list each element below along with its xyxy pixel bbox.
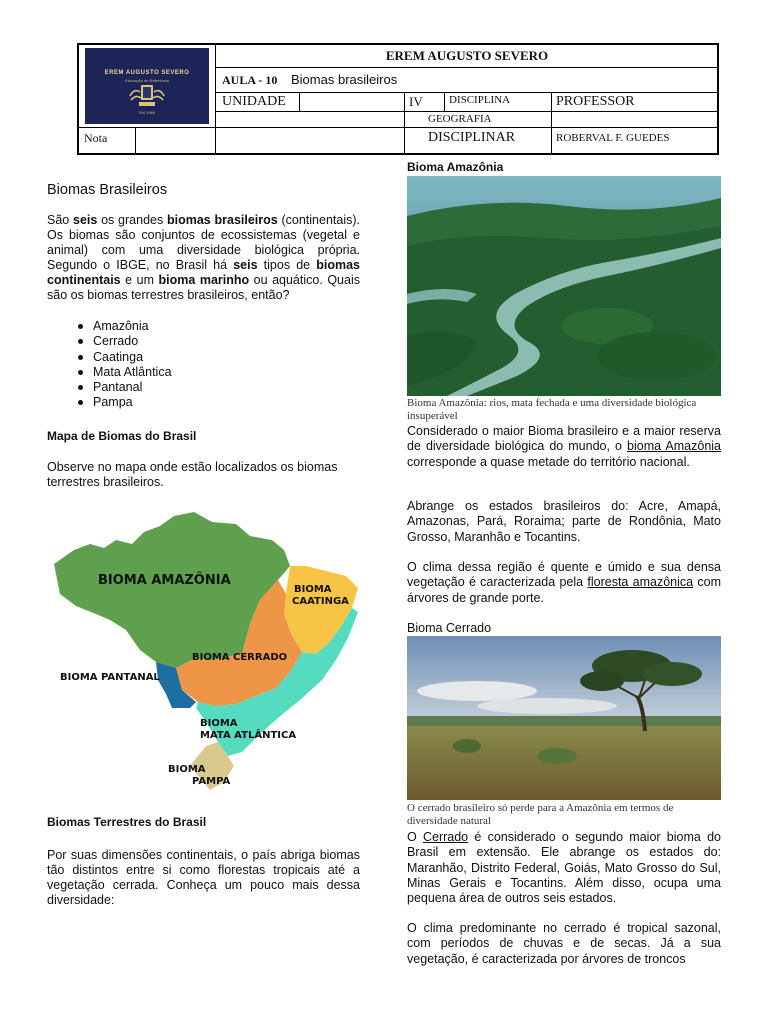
map-label-caatinga: BIOMA (294, 584, 332, 595)
map-label-mata-2: MATA ATLÂNTICA (200, 730, 297, 741)
page-title: Biomas Brasileiros (47, 182, 168, 198)
school-logo (85, 48, 209, 124)
logo-subtext: Educação de Referência (125, 78, 169, 83)
cerrado-heading: Bioma Cerrado (407, 621, 492, 635)
list-item: Mata Atlântica (78, 365, 172, 380)
cerrado-paragraph-1: O Cerrado é considerado o segundo maior bioma do Brasil em extensão. Ele abrange os estados do: Maranhão, Distrito Federal, Goiás, Mato Grosso do Sul, Minas Gerais e Tocantins. Além disso, ocupa uma pequena área de outros seis estados. (407, 830, 721, 906)
amazonia-paragraph-3: O clima dessa região é quente e úmido e sua densa vegetação é caracterizada pela floresta amazônica com árvores de grande porte. (407, 560, 721, 605)
cerrado-caption: O cerrado brasileiro só perde para a Amazônia em termos de diversidade natural (407, 802, 674, 827)
map-label-caatinga-2: CAATINGA (292, 596, 349, 607)
professor-label: PROFESSOR (556, 94, 635, 109)
cerrado-photo (407, 636, 721, 800)
map-region-caatinga (284, 566, 358, 654)
list-item: Caatinga (78, 350, 172, 365)
map-label-pampa: BIOMA (168, 764, 206, 775)
map-label-pantanal: BIOMA PANTANAL (60, 672, 160, 683)
intro-paragraph: São seis os grandes biomas brasileiros (continentais). Os biomas são conjuntos de ecossistemas (vegetal e animal) com uma diversidade biológica própria. Segundo o IBGE, no Brasil há seis tipos de biomas continentais e um bioma marinho ou aquático. Quais são os biomas terrestres brasileiros, então? (47, 213, 360, 302)
map-label-mata: BIOMA (200, 718, 238, 729)
terrestres-heading: Biomas Terrestres do Brasil (47, 815, 207, 829)
disciplina-value: GEOGRAFIA (428, 113, 492, 125)
disciplinar-label: DISCIPLINAR (428, 130, 516, 145)
header-table (77, 43, 719, 155)
amazonia-heading: Bioma Amazônia (407, 160, 504, 174)
list-item: Cerrado (78, 334, 172, 349)
amazonia-photo (407, 176, 721, 396)
amazonia-paragraph-2: Abrange os estados brasileiros do: Acre, Amapá, Amazonas, Pará, Roraima; parte de Rondônia, Mato Grosso, Maranhão e Tocantins. (407, 499, 721, 544)
list-item: Pampa (78, 395, 172, 410)
school-name: EREM AUGUSTO SEVERO (385, 48, 549, 63)
logo-text: EREM AUGUSTO SEVERO (104, 70, 190, 76)
list-item: Pantanal (78, 380, 172, 395)
amazonia-paragraph-1: Considerado o maior Bioma brasileiro e a maior reserva de diversidade biológica do mundo, o bioma Amazônia corresponde a quase metade do território nacional. (407, 424, 722, 469)
map-intro: Observe no mapa onde estão localizados os biomas terrestres brasileiros. (47, 460, 338, 489)
unidade-label: UNIDADE (222, 94, 286, 109)
professor-name: ROBERVAL F. GUEDES (556, 132, 670, 144)
map-label-amazonia: BIOMA AMAZÔNIA (98, 573, 231, 588)
biomes-map (46, 504, 366, 794)
disciplina-label: DISCIPLINA (449, 94, 511, 106)
aula-label: AULA - 10 (222, 73, 278, 87)
unidade-value: IV (409, 94, 423, 109)
map-label-pampa-2: PAMPA (192, 776, 231, 787)
cerrado-paragraph-2: O clima predominante no cerrado é tropical sazonal, com períodos de chuvas e de secas. Já a sua vegetação, é caracterizada por árvores de troncos (407, 921, 721, 966)
list-item: Amazônia (78, 319, 172, 334)
map-heading: Mapa de Biomas do Brasil (47, 429, 197, 443)
biomes-list (78, 319, 172, 411)
logo-established: EM 1986 (138, 110, 155, 115)
terrestres-paragraph: Por suas dimensões continentais, o país abriga biomas tão distintos entre si como florestas tropicais até a vegetação cerrada. Conheça um pouco mais dessa diversidade: (47, 848, 360, 907)
map-label-cerrado: BIOMA CERRADO (192, 652, 288, 663)
nota-label: Nota (84, 131, 108, 145)
amazonia-caption: Bioma Amazônia: rios, mata fechada e uma diversidade biológica insuperável (407, 397, 697, 422)
aula-title: Biomas brasileiros (291, 72, 398, 87)
crest-icon (128, 82, 166, 110)
